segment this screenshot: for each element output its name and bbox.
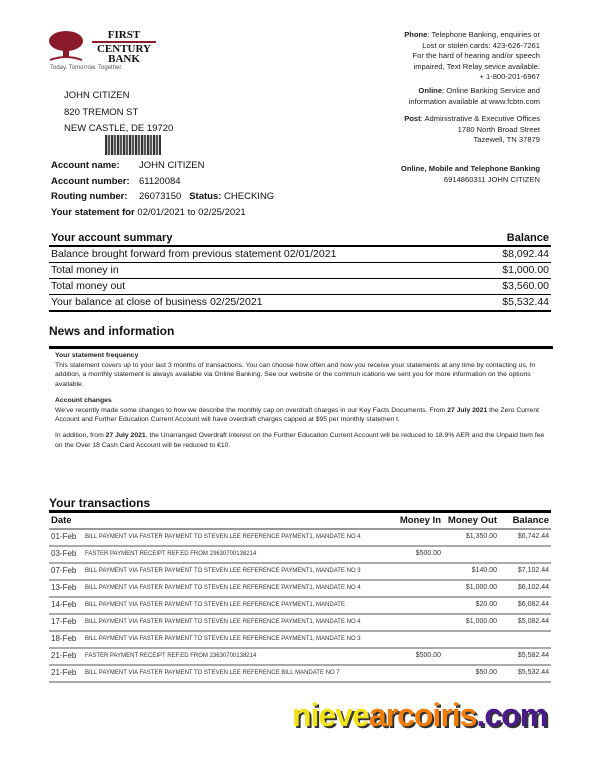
cell-date: 18-Feb [51, 634, 77, 643]
table-row [49, 581, 551, 598]
table-row [49, 632, 551, 649]
summary-title: Your account summary [51, 232, 173, 244]
cell-description: FASTER PAYMENT RECEIPT REF.ED FROM 23630700138214 [85, 551, 257, 557]
cell-money-in [385, 565, 441, 578]
cell-balance: $5,532.44 [517, 669, 549, 676]
text: For the hard of hearing and/or speech [412, 51, 540, 61]
text: , the Unarranged Overdraft interest on the Further Education Current Account will be reduced to 18.9% AER and the Unpaid Item fee on the Over 18 Cash Card Account will be reduced to €10. [55, 431, 545, 449]
label: Phone [404, 30, 428, 39]
tree-logo-icon [48, 30, 88, 62]
cell-date: 21-Feb [51, 668, 77, 677]
cell-money-in [385, 531, 441, 544]
contact-phone [404, 30, 540, 83]
table-row [49, 564, 551, 581]
bank-name-line: BANK [108, 53, 140, 65]
news-paragraph [55, 431, 553, 450]
cell-description: BILL PAYMENT VIA FASTER PAYMENT TO STEVEN LEE REFERENCE PAYMENT1, MANDATE NO 3 [85, 568, 361, 574]
summary-label: Total money in [51, 264, 119, 276]
cell-date: 13-Feb [51, 583, 77, 592]
summary-value: $1,000.00 [502, 264, 549, 276]
summary-label: Your balance at close of business 02/25/2021 [51, 296, 263, 308]
cell-date: 21-Feb [51, 651, 77, 660]
cell-balance: $7,102.44 [517, 567, 549, 574]
cell-money-out: $1,350.00 [465, 533, 497, 540]
header-date: Date [51, 515, 72, 526]
text: In addition, from [55, 431, 106, 439]
cell-description: FASTER PAYMENT RECEIPT REF.ED FROM 23630700138214 [85, 653, 257, 659]
header-money-in: Money In [399, 515, 441, 526]
bank-tagline: Today. Tomorrow. Together. [50, 65, 123, 71]
address-line: JOHN CITIZEN [64, 90, 130, 101]
address-line: NEW CASTLE, DE 19720 [64, 123, 174, 134]
text: the Zero Current Account and Further Education Current Account will have overdraft charges capped at $95 per monthly statemen t. [55, 406, 540, 424]
text: 6914860311 JOHN CITIZEN [443, 174, 540, 184]
label: Routing number: [51, 191, 128, 202]
barcode-image [105, 135, 161, 155]
cell-balance [497, 548, 549, 561]
label: Online, Mobile and Telephone Banking [400, 164, 540, 173]
balance-header: Balance [506, 232, 549, 244]
table-row [49, 547, 551, 564]
cell-description: BILL PAYMENT VIA FASTER PAYMENT TO STEVEN LEE REFERENCE PAYMENT1, MANDATE NO 4 [85, 534, 361, 540]
watermark-text: arcoiris [368, 697, 477, 733]
cell-balance: $6,102.44 [517, 584, 549, 591]
cell-money-in [385, 599, 441, 612]
table-row [49, 615, 551, 632]
header-money-out: Money Out [447, 515, 497, 526]
transactions-section [49, 496, 551, 683]
summary-label: Total money out [51, 280, 126, 292]
table-row [49, 666, 551, 683]
label: Your statement for [51, 206, 135, 218]
text: 27 July 2021 [447, 406, 488, 414]
cell-money-in [385, 616, 441, 629]
news-title: News and information [49, 324, 175, 338]
cell-date: 17-Feb [51, 617, 77, 626]
bank-name-line: CENTURY [96, 43, 151, 55]
summary-row [49, 278, 551, 294]
label: Online [418, 86, 443, 95]
account-name: JOHN CITIZEN [139, 160, 205, 171]
label: Status: [189, 191, 222, 202]
label: Account number: [51, 175, 130, 187]
cell-money-out [441, 633, 497, 646]
transactions-title: Your transactions [49, 496, 151, 510]
news-subtitle: Account changes [55, 396, 112, 404]
contact-online [409, 86, 540, 107]
summary-value: $3,560.00 [502, 280, 549, 292]
table-row [49, 649, 551, 666]
cell-money-out: $20.00 [475, 601, 497, 608]
label: Post [404, 114, 421, 123]
cell-money-out: $140.00 [471, 567, 497, 574]
statement-period: 02/01/2021 to 02/25/2021 [137, 206, 246, 218]
news-paragraph [55, 406, 553, 425]
cell-description: BILL PAYMENT VIA FASTER PAYMENT TO STEVEN LEE REFERENCE PAYMENT1, MANDATE NO 4 [85, 585, 361, 591]
cell-description: BILL PAYMENT VIA FASTER PAYMENT TO STEVEN LEE REFERENCE PAYMENT1, MANDATE NO 4 [85, 619, 361, 625]
cell-balance: $6,082.44 [517, 601, 549, 608]
account-number: 61120084 [139, 175, 181, 187]
watermark-text: nieve [292, 697, 369, 733]
cell-money-in: $500.00 [415, 550, 441, 557]
account-details [51, 158, 274, 220]
cell-money-out [441, 548, 497, 561]
watermark-text: .com [476, 697, 548, 733]
text: : Telephone Banking, enquiries or [427, 30, 540, 39]
cell-money-out [441, 650, 497, 663]
text: information available at www.fcbtn.com [408, 96, 540, 106]
cell-balance [497, 633, 549, 646]
table-row [49, 530, 551, 547]
text: : Online Banking Service and [442, 86, 540, 95]
cell-date: 14-Feb [51, 600, 77, 609]
news-subtitle: Your statement frequency [55, 352, 139, 359]
cell-description: BILL PAYMENT VIA FASTER PAYMENT TO STEVEN LEE REFERENCE PAYMENT1, MANDATE NO 3 [85, 636, 361, 642]
cell-description: BILL PAYMENT VIA FASTER PAYMENT TO STEVEN LEE REFERENCE BILL MANDATE NO 7 [85, 670, 340, 676]
text: : Administrative & Executive Offices [420, 114, 540, 123]
text: 1780 North Broad Street [457, 124, 540, 134]
transactions-header [49, 510, 551, 530]
contact-omt [401, 164, 540, 185]
watermark-logo [292, 697, 547, 734]
cell-money-out: $1,000.00 [465, 584, 497, 591]
bank-logo [48, 30, 163, 75]
cell-balance: $5,582.44 [517, 652, 549, 659]
account-status: CHECKING [224, 191, 275, 202]
cell-balance: $5,082.44 [517, 618, 549, 625]
cell-money-out: $50.00 [475, 669, 497, 676]
table-row [49, 598, 551, 615]
summary-value: $8,092.44 [502, 248, 549, 260]
text: Tazewell, TN 37879 [473, 135, 540, 145]
cell-money-in [385, 633, 441, 646]
summary-label: Balance brought forward from previous statement 02/01/2021 [51, 248, 337, 260]
summary-row [49, 262, 551, 278]
cell-money-out: $1,000.00 [465, 618, 497, 625]
text: + 1-800-201-6967 [479, 72, 540, 82]
bank-name [92, 30, 156, 64]
text: 27 July 2021 [105, 431, 146, 439]
bank-name-line: FIRST [107, 29, 141, 41]
label: Account name: [51, 160, 120, 171]
header-balance: Balance [512, 515, 549, 526]
text: impaired, Text Relay sevice available: [413, 61, 540, 71]
contact-post [404, 114, 540, 146]
cell-money-in: $500.00 [415, 652, 441, 659]
summary-value: $5,532.44 [502, 296, 549, 308]
cell-date: 07-Feb [51, 566, 77, 575]
cell-date: 01-Feb [51, 532, 77, 541]
cell-money-in [385, 582, 441, 595]
cell-money-in [385, 667, 441, 680]
address-line: 820 TREMON ST [64, 106, 139, 118]
summary-row [49, 247, 551, 262]
customer-address [64, 88, 173, 138]
cell-description: BILL PAYMENT VIA FASTER PAYMENT TO STEVEN LEE REFERENCE PAYMENT1, MANDATE [85, 602, 345, 608]
news-section [49, 324, 553, 456]
summary-row [49, 294, 551, 312]
text: Lost or stolen cards: 423-626-7261 [422, 40, 540, 50]
cell-balance: $6,742.44 [517, 533, 549, 540]
account-summary [49, 232, 551, 312]
news-paragraph: This statement covers up to your last 3 months of transactions. You can choose how often and how you receive your statements at any time by contacting us. In addition, a monthly statement is always available via Online Banking. See our website or the commun ications we sent you for more information on the options available. [55, 361, 536, 389]
text: We've recently made some changes to how we describe the monthly cap on overdraft charges in our Key Facts Documents. From [55, 406, 448, 414]
routing-number: 26073150 [139, 191, 182, 202]
cell-date: 03-Feb [51, 549, 77, 558]
